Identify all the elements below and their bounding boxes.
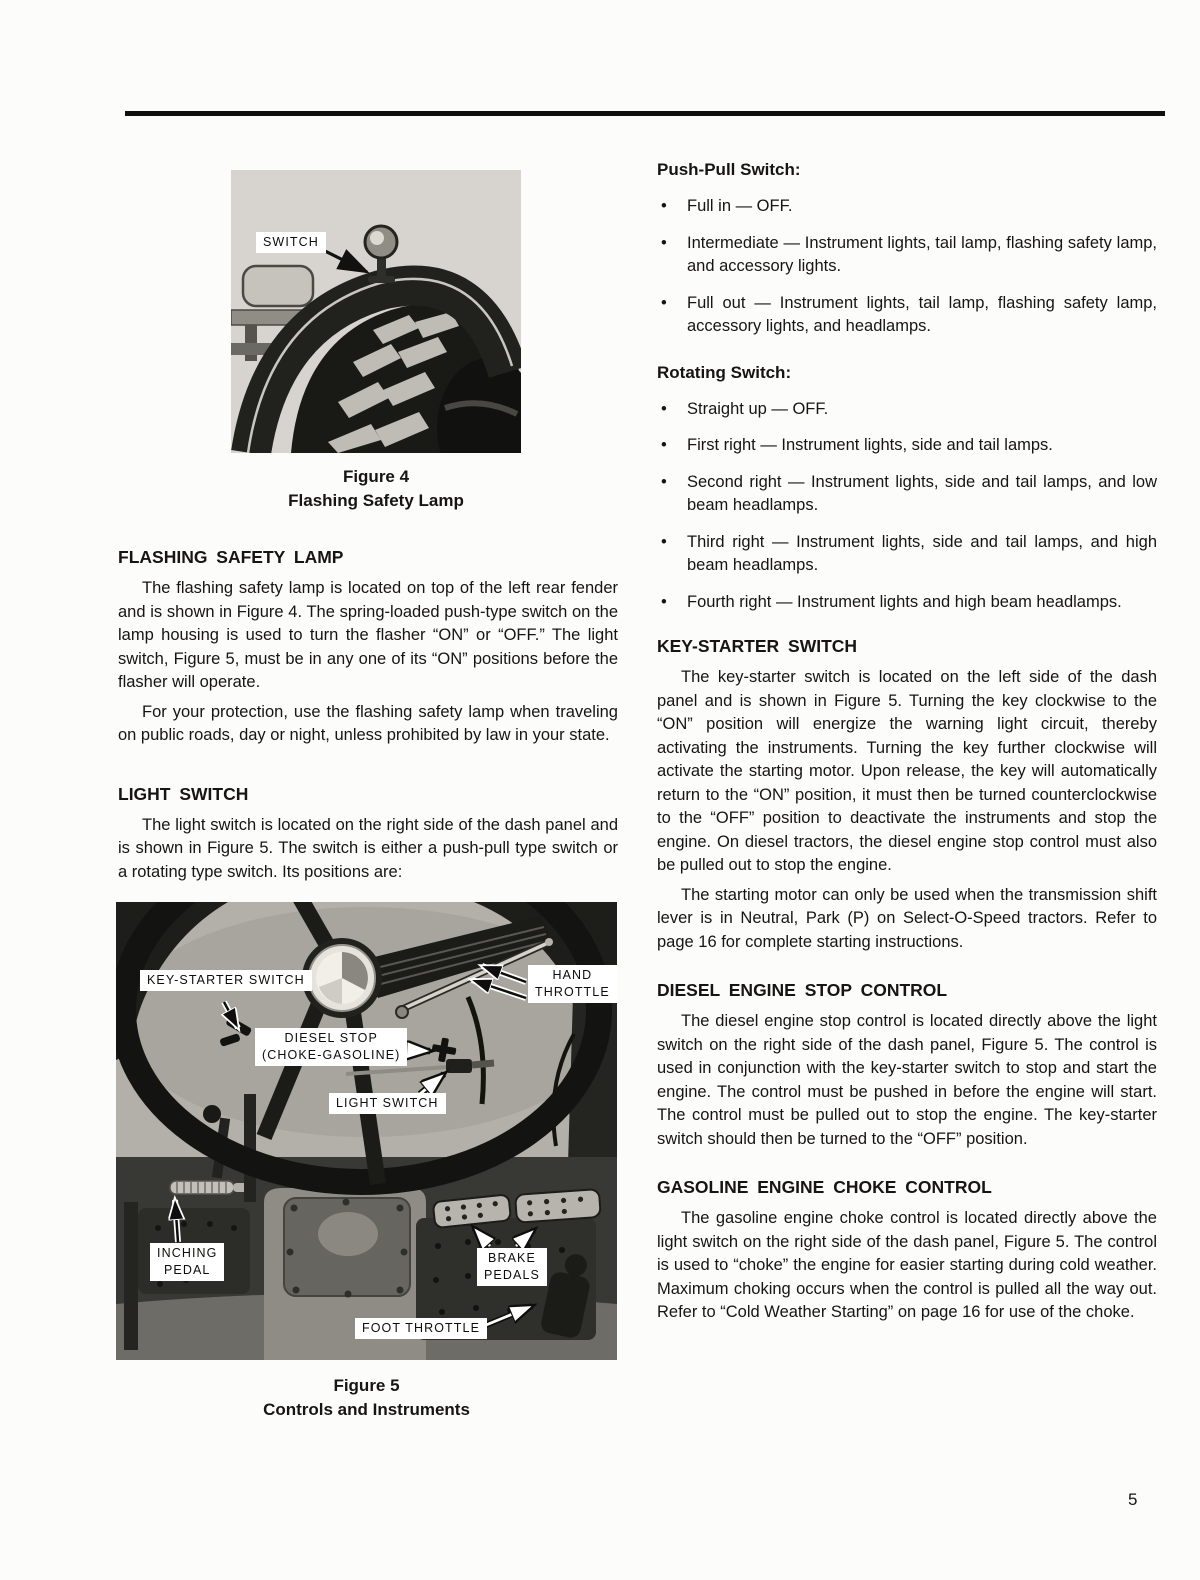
- brake-pedals-label-line1: BRAKE: [488, 1251, 536, 1265]
- rotating-list: [657, 398, 1157, 615]
- heading-gasoline-engine-choke-control: GASOLINE ENGINE CHOKE CONTROL: [657, 1177, 992, 1197]
- bullet-dot: •: [661, 436, 667, 454]
- heading-light-switch: LIGHT SWITCH: [118, 783, 249, 804]
- diesel-stop-label-line1: DIESEL STOP: [284, 1031, 378, 1045]
- inching-pedal-label-line1: INCHING: [157, 1246, 218, 1260]
- bullet-dot: •: [661, 592, 667, 611]
- figure4-caption-title: Figure 4: [342, 467, 410, 486]
- bullet-dot: •: [661, 532, 667, 551]
- figure5-caption-title: Figure 5: [333, 1376, 400, 1395]
- page-number: 5: [1128, 1490, 1138, 1509]
- figure5-key-starter-label: [140, 970, 312, 991]
- figure5-brake-pedals-label: [477, 1248, 547, 1286]
- list-item: [657, 398, 1157, 422]
- brake-pedal-right: [515, 1189, 601, 1223]
- paragraph: The flashing safety lamp is located on top of the left rear fender and is shown in Figure 4. The spring-loaded push-type switch on the lamp housing is used to turn the flasher “ON” or “OFF.” The light switch, Figure 5, must be in any one of its “ON” positions before the flasher will operate.: [118, 579, 618, 691]
- key-starter-label-text: KEY-STARTER SWITCH: [147, 973, 305, 987]
- figure5-light-switch-label: [329, 1093, 446, 1114]
- figure5-diesel-stop-label: [255, 1028, 407, 1066]
- heading-key-starter-switch: KEY-STARTER SWITCH: [657, 636, 858, 656]
- list-item-text: Full in — OFF.: [687, 197, 793, 215]
- brake-pedals-label-line2: PEDALS: [484, 1268, 540, 1282]
- top-rule: [125, 111, 1165, 116]
- list-item: [657, 232, 1157, 279]
- figure5-hand-throttle-label: [528, 965, 617, 1003]
- figure4-caption-subtitle: Flashing Safety Lamp: [288, 491, 464, 510]
- list-item: [657, 292, 1157, 339]
- list-item-text: Second right — Instrument lights, side and tail lamps, and low beam headlamps.: [687, 472, 1157, 514]
- list-item-text: Straight up — OFF.: [687, 399, 829, 418]
- bullet-dot: •: [661, 399, 667, 418]
- figure5-caption: [116, 1374, 617, 1422]
- tractor-fender-illustration: [231, 170, 521, 453]
- steering-wheel-hub: [302, 938, 382, 1018]
- heading-rotating-switch: Rotating Switch:: [657, 362, 792, 382]
- list-item: [657, 195, 1157, 219]
- switch-label-text: SWITCH: [263, 235, 319, 249]
- figure4: [118, 170, 618, 513]
- list-item-text: First right — Instrument lights, side and tail lamps.: [687, 436, 1053, 454]
- list-item-text: Third right — Instrument lights, side and tail lamps, and high beam headlamps.: [687, 532, 1157, 574]
- list-item: [657, 471, 1157, 518]
- paragraph: The key-starter switch is located on the left side of the dash panel and is shown in Figure 5. Turning the key clockwise to the “ON” position will energize the warning light circuit, thereby activating the instruments. Turning the key further clockwise will activate the starting motor. Upon release, the key will automatically return to the “ON” position, it must then be turned counterclockwise to the “OFF” position to deactivate the instruments and stop the engine. On diesel tractors, the diesel engine stop control must also be pulled out to stop the engine.: [657, 668, 1157, 874]
- paragraph: For your protection, use the flashing safety lamp when traveling on public roads, day or night, unless prohibited by law in your state.: [118, 702, 618, 744]
- paragraph: The gasoline engine choke control is located directly above the light switch on the right side of the dash panel, Figure 5. The control is used to “choke” the engine for easier starting during cold weather. Maximum choking occurs when the control is pulled all the way out. Refer to “Cold Weather Starting” on page 16 for use of the choke.: [657, 1209, 1157, 1321]
- list-item-text: Intermediate — Instrument lights, tail lamp, flashing safety lamp, and accessory lights.: [687, 233, 1157, 275]
- light-switch-label-text: LIGHT SWITCH: [336, 1096, 439, 1110]
- figure5: [118, 902, 618, 1422]
- figure5-photo: [116, 902, 617, 1360]
- figure4-caption: [231, 465, 521, 513]
- right-column: [657, 158, 1157, 1325]
- foot-throttle-label-text: FOOT THROTTLE: [362, 1321, 481, 1335]
- heading-flashing-safety-lamp: FLASHING SAFETY LAMP: [118, 547, 344, 567]
- bullet-dot: •: [661, 197, 667, 215]
- list-item-text: Fourth right — Instrument lights and high beam headlamps.: [687, 592, 1122, 611]
- figure4-switch-label: [256, 232, 326, 253]
- heading-push-pull-switch: Push-Pull Switch:: [657, 160, 801, 179]
- push-pull-list: [657, 195, 1157, 339]
- figure5-foot-throttle-label: [355, 1318, 487, 1339]
- paragraph: The starting motor can only be used when the transmission shift lever is in Neutral, Park (P) on Select-O-Speed tractors. Refer to page 16 for complete starting instructions.: [657, 885, 1157, 951]
- figure5-inching-pedal-label: [150, 1243, 224, 1281]
- diesel-stop-label-line2: (CHOKE-GASOLINE): [262, 1048, 401, 1062]
- figure4-photo: [231, 170, 521, 453]
- hand-throttle-label-line1: HAND: [552, 968, 593, 982]
- left-column: [118, 140, 618, 1422]
- list-item: [657, 591, 1157, 615]
- bullet-dot: •: [661, 472, 667, 491]
- paragraph: The diesel engine stop control is located directly above the light switch on the right side of the dash panel, Figure 5. The control is used in conjunction with the key-starter switch to stop and start the engine. The control must be pushed in before the engine will start. The control must be pulled out to stop the engine. The key-starter switch should then be turned to the “OFF” position.: [657, 1012, 1157, 1148]
- heading-diesel-engine-stop-control: DIESEL ENGINE STOP CONTROL: [657, 980, 948, 1000]
- list-item: [657, 434, 1157, 458]
- paragraph: The light switch is located on the right side of the dash panel and is shown in Figure 5. The switch is either a push-pull type switch or a rotating type switch. Its positions are:: [118, 815, 618, 881]
- inching-pedal-label-line2: PEDAL: [163, 1263, 211, 1277]
- bullet-dot: •: [661, 233, 667, 252]
- bullet-dot: •: [661, 293, 667, 312]
- figure5-caption-subtitle: Controls and Instruments: [263, 1400, 470, 1419]
- hand-throttle-label-line2: THROTTLE: [535, 985, 610, 999]
- seat-back: [243, 266, 313, 306]
- list-item: [657, 531, 1157, 578]
- list-item-text: Full out — Instrument lights, tail lamp, flashing safety lamp, accessory lights, and headlamps.: [687, 293, 1157, 335]
